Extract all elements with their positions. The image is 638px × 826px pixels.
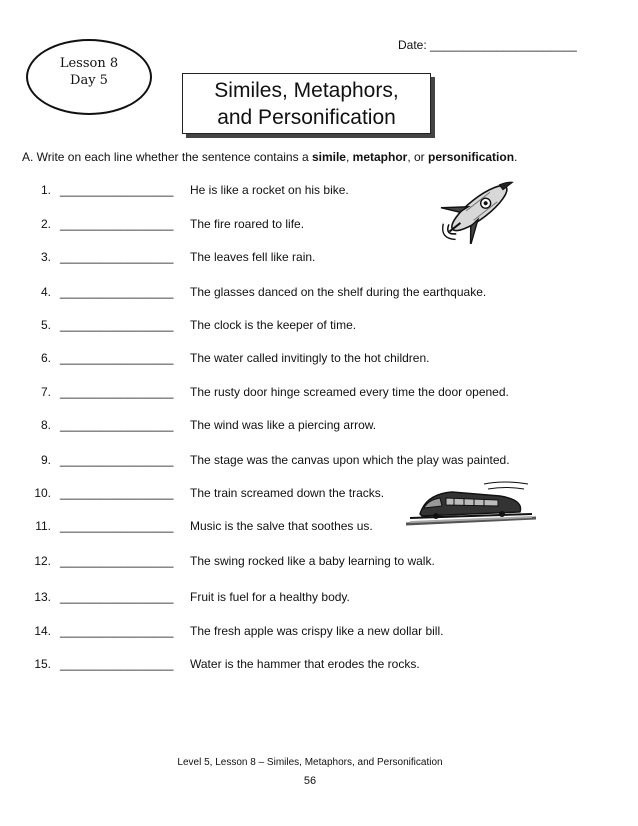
question-number: 4. — [40, 285, 51, 299]
term-metaphor: metaphor — [352, 150, 408, 164]
answer-blank: _________________ — [60, 351, 174, 365]
answer-blank: _________________ — [60, 486, 174, 500]
instructions-prefix: A. Write on each line whether the sentence contains a — [22, 150, 312, 164]
answer-blank: _________________ — [60, 250, 174, 264]
answer-blank: _________________ — [60, 318, 174, 332]
date-line: Date: ______________________ — [398, 38, 577, 52]
question-sentence: The stage was the canvas upon which the play was painted. — [190, 453, 510, 467]
footer: Level 5, Lesson 8 – Similes, Metaphors, and Personification — [177, 757, 443, 768]
instructions-suffix: . — [514, 150, 518, 164]
question-sentence: The clock is the keeper of time. — [190, 318, 357, 332]
instructions — [22, 150, 517, 164]
question-sentence: The glasses danced on the shelf during the earthquake. — [190, 285, 487, 299]
question-number: 15. — [34, 657, 51, 671]
question-sentence: The rusty door hinge screamed every time the door opened. — [190, 385, 509, 399]
question-number: 2. — [40, 217, 51, 231]
answer-blank: _________________ — [60, 590, 174, 604]
question-number: 10. — [34, 486, 51, 500]
question-sentence: The fire roared to life. — [190, 217, 305, 231]
question-number: 11. — [35, 519, 51, 533]
question-sentence: The fresh apple was crispy like a new dollar bill. — [190, 624, 444, 638]
question-sentence: The water called invitingly to the hot children. — [190, 351, 430, 365]
train-icon — [406, 478, 536, 530]
title-line-1: Similes, Metaphors, — [214, 79, 399, 102]
instructions-sep-1: , — [345, 150, 353, 164]
answer-blank: _________________ — [60, 657, 174, 671]
question-sentence: The leaves fell like rain. — [190, 250, 316, 264]
question-number: 7. — [40, 385, 51, 399]
question-number: 13. — [34, 590, 51, 604]
answer-blank: _________________ — [60, 285, 174, 299]
question-number: 12. — [34, 554, 51, 568]
instructions-sep-2: , or — [407, 150, 429, 164]
worksheet-title — [182, 73, 431, 134]
rocket-icon — [432, 176, 522, 244]
question-number: 8. — [40, 418, 51, 432]
question-sentence: The train screamed down the tracks. — [190, 486, 385, 500]
answer-blank: _________________ — [60, 519, 174, 533]
question-number: 14. — [34, 624, 51, 638]
answer-blank: _________________ — [60, 624, 174, 638]
question-sentence: Water is the hammer that erodes the rocks. — [190, 657, 420, 671]
answer-blank: _________________ — [60, 217, 174, 231]
question-sentence: The wind was like a piercing arrow. — [190, 418, 377, 432]
page-number: 56 — [303, 775, 317, 787]
question-sentence: He is like a rocket on his bike. — [190, 183, 349, 197]
question-sentence: The swing rocked like a baby learning to walk. — [190, 554, 435, 568]
answer-blank: _________________ — [60, 453, 174, 467]
title-line-2: and Personification — [217, 106, 396, 129]
question-number: 3. — [40, 250, 51, 264]
lesson-badge — [26, 39, 152, 115]
lesson-number: Lesson 8 — [59, 56, 119, 71]
answer-blank: _________________ — [60, 554, 174, 568]
answer-blank: _________________ — [60, 418, 174, 432]
question-sentence: Music is the salve that soothes us. — [190, 519, 373, 533]
term-personification: personification — [428, 150, 515, 164]
question-number: 5. — [40, 318, 51, 332]
answer-blank: _________________ — [60, 385, 174, 399]
question-number: 1. — [40, 183, 51, 197]
question-number: 9. — [40, 453, 51, 467]
question-number: 6. — [40, 351, 51, 365]
term-simile: simile — [311, 150, 346, 164]
answer-blank: _________________ — [60, 183, 174, 197]
question-sentence: Fruit is fuel for a healthy body. — [190, 590, 350, 604]
lesson-day: Day 5 — [70, 73, 108, 88]
